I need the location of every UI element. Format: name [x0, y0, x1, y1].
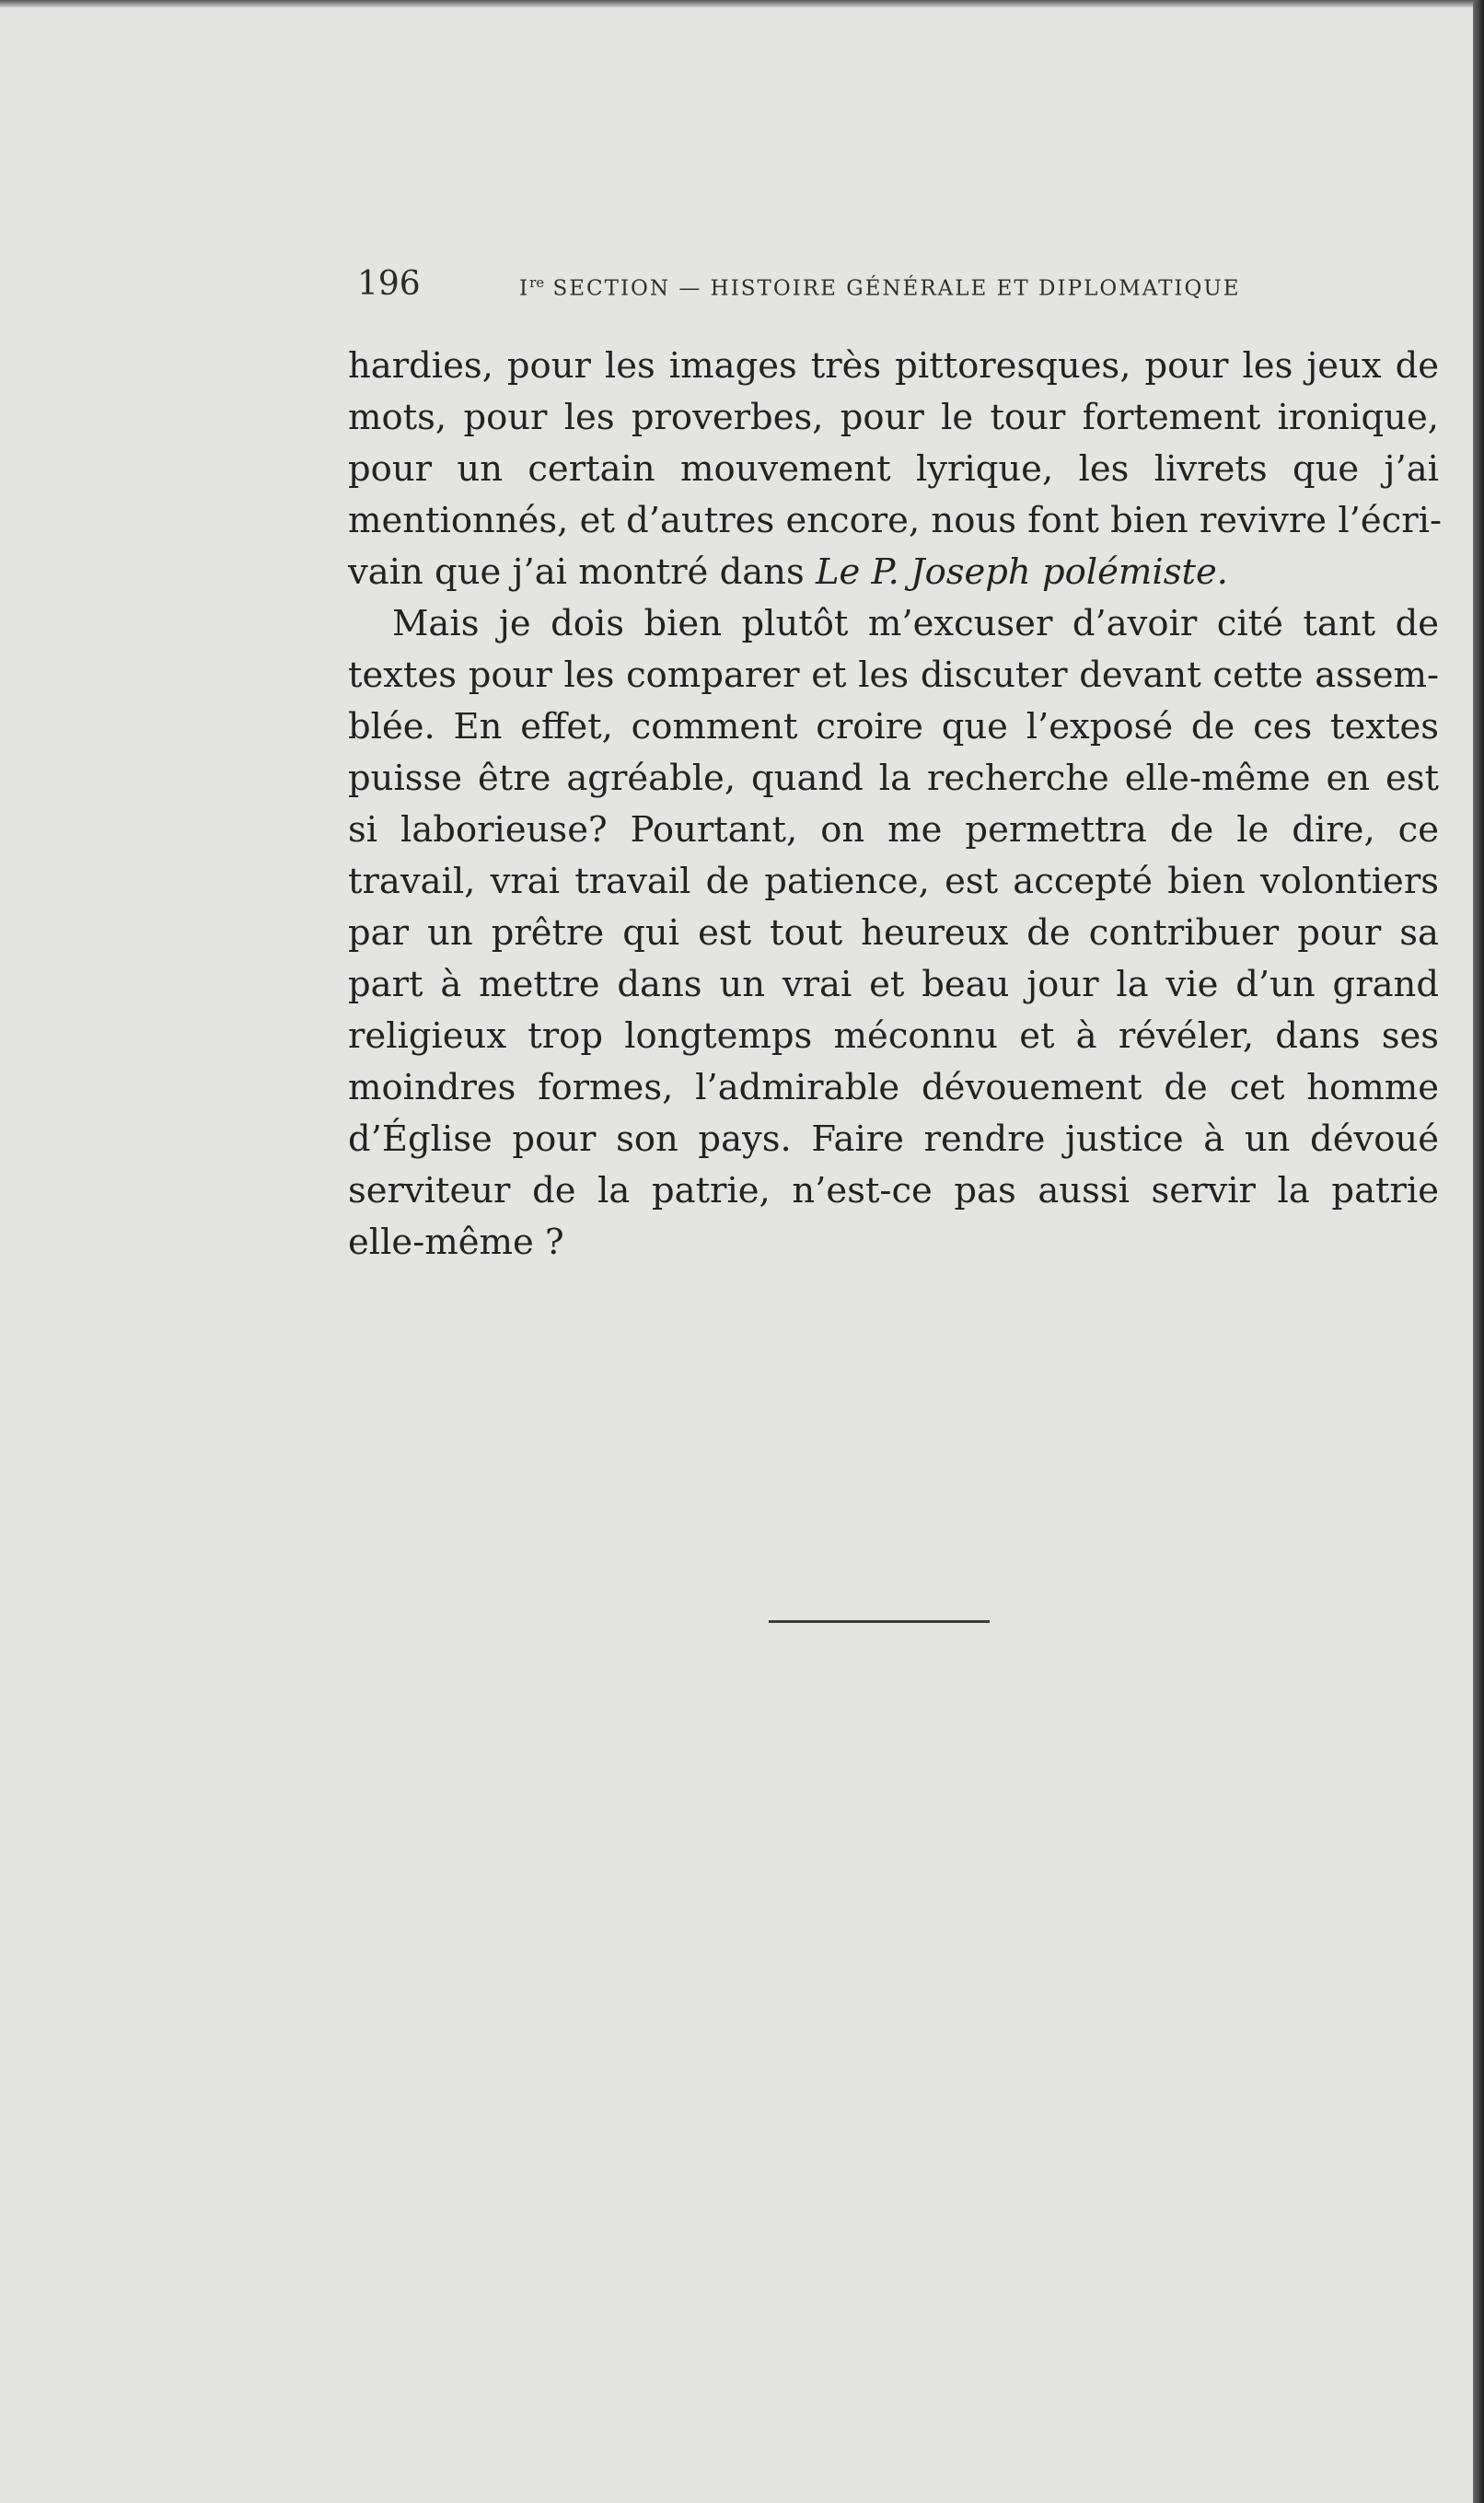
text-line: par un prêtre qui est tout heureux de contribuer pour sa [348, 912, 1439, 954]
text-line: mots, pour les proverbes, pour le tour fortement ironique, [348, 397, 1439, 438]
section-title-text: SECTION — HISTOIRE GÉNÉRALE ET DIPLOMATIQUE [552, 276, 1241, 301]
running-head [357, 261, 1287, 317]
paragraph-2 [348, 598, 1439, 1269]
text-line: si laborieuse? Pourtant, on me permettra de le dire, ce [348, 809, 1439, 851]
text-line: elle-même ? [348, 1222, 564, 1263]
page-binding-shadow [1473, 0, 1484, 2503]
text-line: d’Église pour son pays. Faire rendre justice à un dévoué [348, 1118, 1439, 1160]
text-line [348, 547, 1439, 598]
text-line: travail, vrai travail de patience, est accepté bien volontiers [348, 861, 1439, 902]
text-line: part à mettre dans un vrai et beau jour la vie d’un grand [348, 964, 1439, 1005]
page-top-shadow [0, 0, 1484, 7]
text-line: moindres formes, l’admirable dévouement de cet homme [348, 1067, 1439, 1108]
text-line: hardies, pour les images très pittoresques, pour les jeux de [348, 345, 1439, 387]
text-line-start: vain que j’ai montré dans [348, 551, 816, 593]
section-ordinal-suffix: re [529, 274, 545, 291]
text-line: mentionnés, et d’autres encore, nous font bien revivre l’écri- [348, 500, 1442, 541]
text-line: blée. En effet, comment croire que l’exposé de ces textes [348, 706, 1439, 747]
end-of-section-rule [769, 1620, 990, 1623]
page-number: 196 [357, 265, 421, 303]
section-title [519, 274, 1241, 301]
paragraph-1 [348, 341, 1442, 598]
book-title-italic: Le P. Joseph polémiste. [815, 551, 1228, 593]
text-line: pour un certain mouvement lyrique, les livrets que j’ai [348, 448, 1439, 490]
text-line: textes pour les comparer et les discuter devant cette assem- [348, 655, 1439, 696]
body-text [348, 341, 1442, 1269]
text-line: puisse être agréable, quand la recherche elle-même en est [348, 758, 1439, 799]
text-line: Mais je dois bien plutôt m’excuser d’avoir cité tant de [392, 603, 1439, 644]
section-ordinal: I [519, 276, 530, 301]
text-line: serviteur de la patrie, n’est-ce pas aussi servir la patrie [348, 1170, 1439, 1211]
text-line: religieux trop longtemps méconnu et à révéler, dans ses [348, 1015, 1439, 1057]
